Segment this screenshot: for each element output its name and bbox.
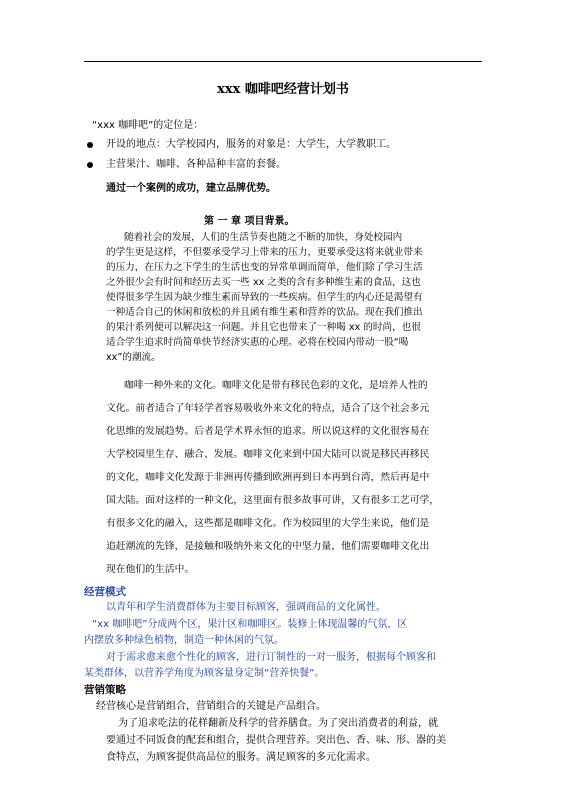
document-title: xxx 咖啡吧经营计划书	[217, 82, 349, 97]
paragraph-line: 国大陆。面对这样的一种文化，这里面有很多故事可讲，又有很多工艺可学，	[106, 495, 440, 506]
paragraph-line: 咖啡一种外来的文化。咖啡文化是带有移民色彩的文化，是培养人性的	[124, 380, 428, 391]
header-rule	[84, 61, 482, 62]
paragraph-line: 某类群体，以营养学角度为顾客量身定制“营养快餐”。	[84, 668, 325, 679]
paragraph-line: 现在他们的生活中。	[106, 564, 195, 575]
paragraph-line: 追赶潮流的先锋，是接触和吸纳外来文化的中坚力量，他们需要咖啡文化出	[106, 541, 430, 552]
positioning-intro: “xxx 咖啡吧”的定位是：	[92, 120, 204, 131]
paragraph-line: 适合学生追求时尚简单快节经济实惠的心理。必将在校园内带动一股“喝	[106, 337, 409, 348]
paragraph-line: 的文化，咖啡文化发源于非洲再传播到欧洲再到日本再到台湾，然后再是中	[106, 472, 430, 483]
business-model-heading: 经营模式	[84, 586, 126, 598]
paragraph-line: 内摆放多种绿色植物，制造一种休闲的气氛。	[84, 635, 284, 646]
paragraph-line: 文化。前者适合了年轻学者容易吸收外来文化的特点，适合了这个社会多元	[106, 403, 430, 414]
paragraph-line: xx”的潮流。	[106, 352, 161, 363]
chapter1-heading: 第 一 章 项目背景。	[204, 216, 295, 227]
paragraph-line: 的果汁系列便可以解决这一问题。并且它也带来了一种喝 xx 的时尚，也很	[106, 322, 421, 333]
paragraph-line: 化思维的发展趋势。后者是学术界永恒的追求。所以说这样的文化很容易在	[106, 426, 430, 437]
paragraph-line: 随着社会的发展，人们的生活节奏也随之不断的加快，身处校园内	[124, 232, 403, 243]
bullet-item-location: 开设的地点：大学校园内，服务的对象是：大学生，大学教职工。	[106, 139, 396, 150]
paragraph-line: 对于需求愈来愈个性化的顾客，进行订制性的一对一服务，根据每个顾客和	[106, 652, 436, 663]
paragraph-line: 有很多文化的融入，这些都是咖啡文化。作为校园里的大学生来说，他们是	[106, 518, 430, 529]
paragraph-line: 以青年和学生消费群体为主要目标顾客，强调商品的文化属性。	[106, 602, 386, 613]
paragraph-line: 的压力，在压力之下学生的生活也变的异常单调而简单，他们除了学习生活	[106, 262, 423, 273]
paragraph-line: 使得很多学生因为缺少维生素而导致的一些疾病。但学生的内心还是渴望有	[106, 292, 423, 303]
marketing-heading: 营销策略	[84, 684, 126, 696]
paragraph-line: 的学生更是这样，不但要承受学习上带来的压力，更要承受这将来就业带来	[106, 247, 423, 258]
paragraph-line: 为了追求吃法的花样翻新及科学的营养膳食。为了突出消费者的利益，就	[118, 718, 438, 729]
paragraph-line: 一种适合自己的休闲和放松的并且函有维生素和营养的饮品。现在我们推出	[106, 307, 423, 318]
paragraph-line: 要通过不同饭食的配套和组合，提供合理营养。突出色、香、味、形、器的美	[106, 735, 446, 746]
bullet-dot-icon	[87, 162, 93, 168]
bullet-item-products: 主营果汁、咖啡、各种品种丰富的套餐。	[106, 159, 286, 170]
bullet-dot-icon	[87, 142, 93, 148]
paragraph-line: “xx 咖啡吧”分成两个区，果汁区和咖啡区。装修上体现温馨的气氛，区	[92, 619, 408, 630]
paragraph-line: 之外很少会有时间和经历去买一些 xx 之类的含有多种维生素的食品，这也	[106, 277, 421, 288]
paragraph-line: 食特点，为顾客提供高品位的服务。满足顾客的多元化需求。	[106, 752, 376, 763]
slogan: 通过一个案例的成功，建立品牌优势。	[106, 183, 276, 194]
paragraph-line: 大学校园里生存、融合、发展。咖啡文化来到中国大陆可以说是移民再移民	[106, 449, 430, 460]
paragraph-line: 经营核心是营销组合，营销组合的关键是产品组合。	[96, 701, 326, 712]
